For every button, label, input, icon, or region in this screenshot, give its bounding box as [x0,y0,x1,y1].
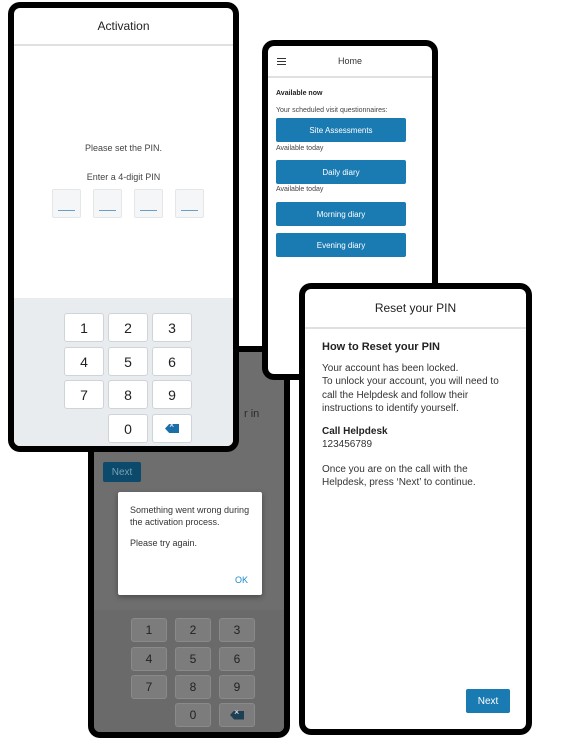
section-heading: Available now [276,90,323,97]
backspace-key[interactable] [152,414,192,443]
dialog-message: Something went wrong during the activation process. [130,505,250,527]
pin-prompt: Please set the PIN. [84,143,163,153]
key-1[interactable]: 1 [64,313,104,342]
next-button[interactable]: Next [103,462,141,482]
header [305,289,526,329]
helpdesk-phone-number[interactable]: 123456789 [322,438,373,450]
locked-message: Your account has been locked. [322,363,459,374]
availability-label: Available today [276,145,324,152]
key-8[interactable]: 8 [108,380,148,409]
pin-instruction: Enter a 4-digit PIN [86,172,161,182]
morning-diary-button[interactable]: Morning diary [276,202,406,226]
key-6[interactable]: 6 [152,347,192,376]
activation-screen [14,8,233,446]
continue-instructions: Once you are on the call with the Helpdesk, press ‘Next’ to continue. [322,463,476,489]
key-0[interactable]: 0 [108,414,148,443]
key-5[interactable]: 5 [175,647,211,671]
key-8[interactable]: 8 [175,675,211,699]
keypad [14,298,233,446]
activation-phone [8,2,239,452]
key-0[interactable]: 0 [175,703,211,727]
reset-screen [305,289,526,729]
key-3[interactable]: 3 [152,313,192,342]
header [14,8,233,46]
pin-digit-2[interactable] [93,189,122,218]
page-title: Reset your PIN [374,301,457,315]
page-title: Home [337,56,362,66]
ok-button[interactable]: OK [234,575,248,585]
key-5[interactable]: 5 [108,347,148,376]
key-2[interactable]: 2 [175,618,211,642]
header [268,46,432,78]
key-4[interactable]: 4 [64,347,104,376]
evening-diary-button[interactable]: Evening diary [276,233,406,257]
availability-label: Available today [276,186,324,193]
backspace-key[interactable] [219,703,255,727]
key-7[interactable]: 7 [64,380,104,409]
reset-content [322,341,514,489]
next-button[interactable]: Next [466,689,510,713]
key-9[interactable]: 9 [219,675,255,699]
backspace-icon [165,424,179,433]
keypad [94,610,284,732]
dialog-message-2: Please try again. [130,538,198,548]
pin-digit-4[interactable] [175,189,204,218]
reset-heading: How to Reset your PIN [322,341,440,353]
scheduled-label: Your scheduled visit questionnaires: [276,107,388,114]
daily-diary-button[interactable]: Daily diary [276,160,406,184]
reset-phone [299,283,532,735]
key-7[interactable]: 7 [131,675,167,699]
key-4[interactable]: 4 [131,647,167,671]
hamburger-menu-icon[interactable] [277,58,286,65]
error-dialog [118,492,262,595]
pin-digit-1[interactable] [52,189,81,218]
key-9[interactable]: 9 [152,380,192,409]
backspace-icon [230,711,244,720]
key-2[interactable]: 2 [108,313,148,342]
key-1[interactable]: 1 [131,618,167,642]
key-6[interactable]: 6 [219,647,255,671]
key-3[interactable]: 3 [219,618,255,642]
call-helpdesk-label: Call Helpdesk [322,425,388,437]
page-title: Activation [97,19,150,33]
unlock-instructions: To unlock your account, you will need to call the Helpdesk and follow their instructions to identify yourself. [322,376,499,415]
partial-text: r in [244,408,260,420]
pin-digit-3[interactable] [134,189,163,218]
site-assessments-button[interactable]: Site Assessments [276,118,406,142]
